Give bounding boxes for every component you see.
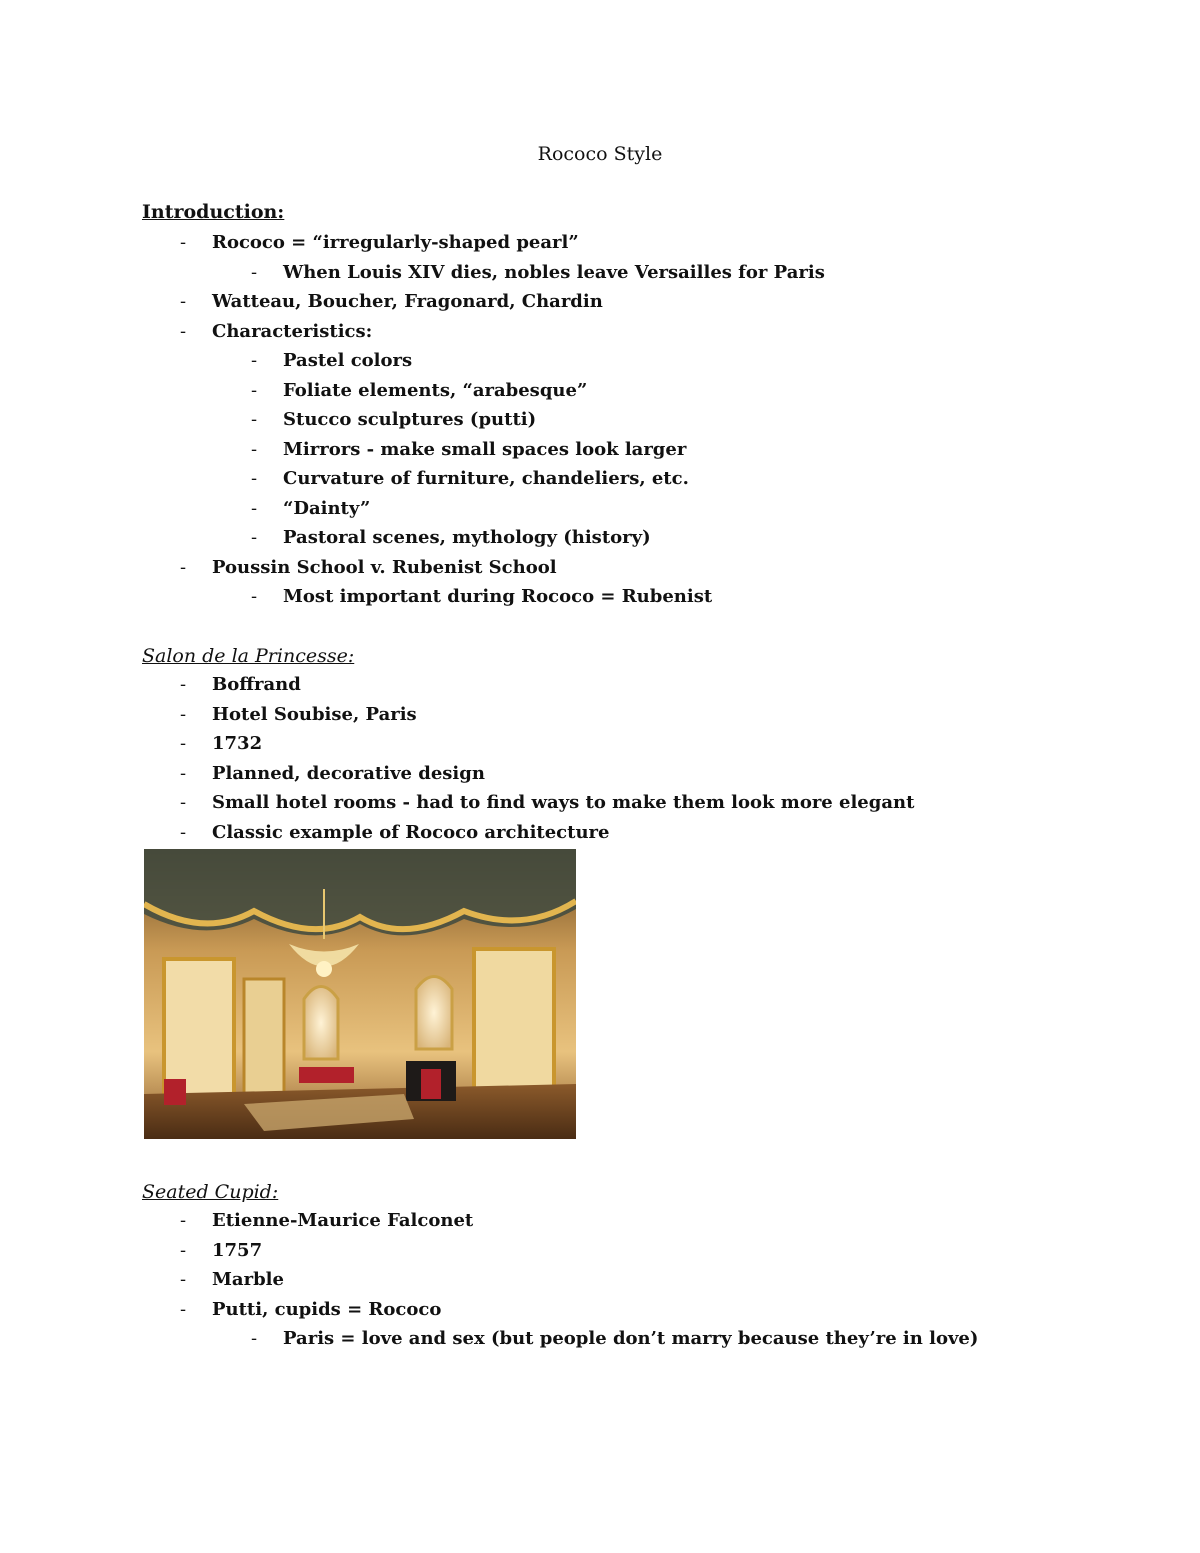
- introduction-bullet-item: [251, 497, 371, 521]
- bullet-dash: -: [251, 586, 258, 607]
- introduction-bullet-item: [180, 320, 373, 344]
- bullet-text: When Louis XIV dies, nobles leave Versailles for Paris: [283, 261, 825, 283]
- bullet-text: Boffrand: [212, 674, 301, 695]
- bullet-dash: -: [180, 1239, 187, 1261]
- bullet-dash: -: [180, 320, 187, 342]
- cupid-bullet-item: [180, 1298, 442, 1322]
- bullet-text: Pastoral scenes, mythology (history): [283, 527, 651, 548]
- bullet-text: Characteristics:: [212, 320, 373, 342]
- bullet-text: Pastel colors: [283, 350, 413, 371]
- bullet-text: Foliate elements, “arabesque”: [283, 379, 588, 401]
- bullet-text: Classic example of Rococo architecture: [212, 822, 610, 843]
- bullet-dash: -: [251, 350, 258, 371]
- salon-de-la-princesse-photo: [144, 849, 576, 1139]
- bullet-dash: -: [180, 733, 187, 755]
- bullet-dash: -: [180, 762, 187, 784]
- introduction-bullet-item: [180, 290, 603, 314]
- bullet-dash: -: [251, 1328, 258, 1349]
- introduction-bullet-item: [180, 231, 579, 255]
- salon-bullet-item: [180, 791, 915, 815]
- bullet-dash: -: [180, 1210, 187, 1231]
- bullet-text: Poussin School v. Rubenist School: [212, 556, 557, 578]
- bullet-dash: -: [251, 497, 258, 519]
- introduction-bullet-item: [251, 467, 689, 491]
- bullet-dash: -: [251, 379, 258, 401]
- cupid-bullet-item: [180, 1239, 263, 1263]
- bullet-dash: -: [180, 822, 187, 843]
- salon-heading: Salon de la Princesse:: [142, 645, 355, 667]
- bullet-text: Curvature of furniture, chandeliers, etc.: [283, 468, 689, 489]
- bullet-dash: -: [251, 261, 258, 283]
- bullet-dash: -: [180, 792, 187, 814]
- bullet-dash: -: [180, 556, 187, 578]
- seated-cupid-heading: Seated Cupid:: [142, 1181, 279, 1203]
- bullet-text: Most important during Rococo = Rubenist: [283, 586, 713, 607]
- bullet-text: Watteau, Boucher, Fragonard, Chardin: [212, 291, 603, 312]
- salon-bullet-item: [180, 703, 417, 727]
- bullet-dash: -: [251, 468, 258, 489]
- bullet-dash: -: [180, 1269, 187, 1290]
- bullet-dash: -: [251, 438, 258, 460]
- cupid-bullet-item: [251, 1327, 979, 1351]
- introduction-bullet-item: [251, 585, 713, 609]
- introduction-bullet-item: [180, 556, 557, 580]
- page-title: Rococo Style: [537, 143, 663, 165]
- bullet-text: Planned, decorative design: [212, 762, 485, 784]
- bullet-dash: -: [180, 232, 187, 253]
- introduction-heading: Introduction:: [142, 201, 285, 223]
- bullet-dash: -: [180, 291, 187, 312]
- bullet-dash: -: [251, 409, 258, 430]
- bullet-dash: -: [180, 674, 187, 695]
- bullet-text: Etienne-Maurice Falconet: [212, 1210, 474, 1231]
- introduction-bullet-item: [251, 408, 537, 432]
- introduction-bullet-item: [251, 379, 588, 403]
- salon-bullet-item: [180, 762, 485, 786]
- introduction-bullet-item: [251, 261, 825, 285]
- salon-bullet-item: [180, 821, 610, 845]
- bullet-text: Hotel Soubise, Paris: [212, 703, 417, 725]
- bullet-dash: -: [251, 527, 258, 548]
- bullet-text: “Dainty”: [283, 497, 371, 519]
- bullet-text: 1732: [212, 733, 263, 755]
- salon-bullet-item: [180, 673, 301, 697]
- salon-bullet-item: [180, 732, 263, 756]
- bullet-text: Stucco sculptures (putti): [283, 409, 537, 430]
- bullet-text: Rococo = “irregularly-shaped pearl”: [212, 232, 579, 253]
- introduction-bullet-item: [251, 438, 687, 462]
- cupid-bullet-item: [180, 1209, 474, 1233]
- bullet-dash: -: [180, 1298, 187, 1320]
- bullet-dash: -: [180, 703, 187, 725]
- bullet-text: Small hotel rooms - had to find ways to make them look more elegant: [212, 792, 915, 814]
- bullet-text: Marble: [212, 1269, 284, 1290]
- bullet-text: Paris = love and sex (but people don’t marry because they’re in love): [283, 1328, 979, 1349]
- introduction-bullet-item: [251, 526, 651, 550]
- bullet-text: 1757: [212, 1239, 263, 1261]
- bullet-text: Mirrors - make small spaces look larger: [283, 438, 687, 460]
- cupid-bullet-item: [180, 1268, 284, 1292]
- introduction-bullet-item: [251, 349, 413, 373]
- bullet-text: Putti, cupids = Rococo: [212, 1298, 442, 1320]
